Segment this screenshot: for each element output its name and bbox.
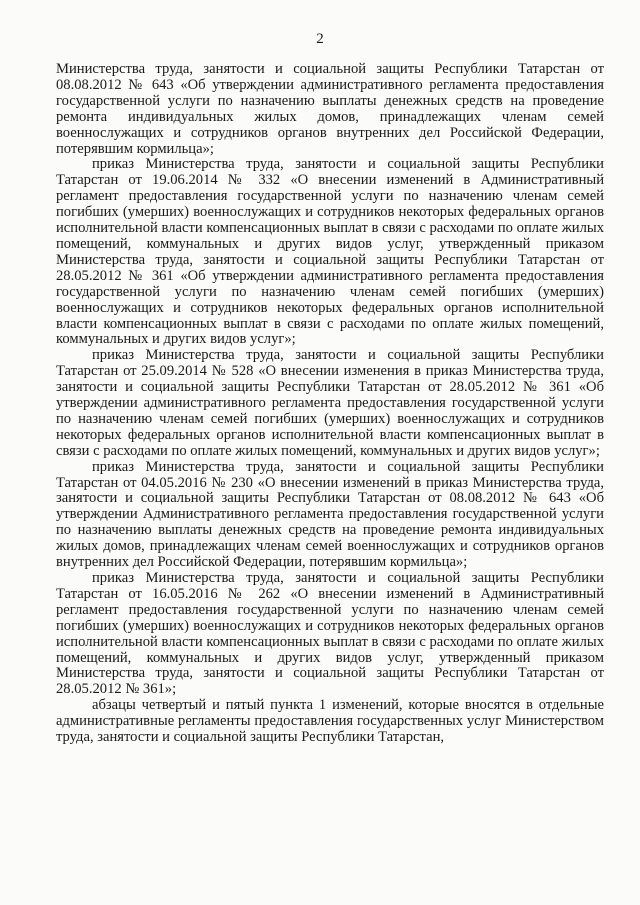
page-number: 2 [316, 31, 324, 47]
paragraph-order-230: приказ Министерства труда, занятости и социальной защиты Республики Татарстан от 04.05.2016 № 230 «О внесении изменений в приказ Министерства труда, занятости и социальной защиты Республики Татарстан от 08.08.2012 № 643 «Об утверждении Административного регламента предоставления государственной услуги по назначению выплаты денежных средств на проведение ремонта индивидуальных жилых домов, принадлежащих членам семей военнослужащих и сотрудников органов внутренних дел Российской Федерации, потерявшим кормильца»; [56, 458, 604, 571]
paragraph-paragraphs-four-five: абзацы четвертый и пятый пункта 1 изменений, которые вносятся в отдельные административные регламенты предоставления государственных услуг Министерством труда, занятости и социальной защиты Республики Татарстан, [56, 697, 604, 746]
paragraph-order-262: приказ Министерства труда, занятости и социальной защиты Республики Татарстан от 16.05.2016 № 262 «О внесении изменений в Административный регламент предоставления государственной услуги по назначению членам семей погибших (умерших) военнослужащих и сотрудников некоторых федеральных органов исполнительной власти компенсационных выплат в связи с расходами по оплате жилых помещений, коммунальных и других видов услуг, утвержденный приказом Министерства труда, занятости и социальной защиты Республики Татарстан от 28.05.2012 № 361»; [56, 570, 604, 698]
paragraph-order-332: приказ Министерства труда, занятости и социальной защиты Республики Татарстан от 19.06.2014 № 332 «О внесении изменений в Административный регламент предоставления государственной услуги по назначению членам семей погибших (умерших) военнослужащих и сотрудников некоторых федеральных органов исполнительной власти компенсационных выплат в связи с расходами по оплате жилых помещений, коммунальных и других видов услуг, утвержденный приказом Министерства труда, занятости и социальной защиты Республики Татарстан от 28.05.2012 № 361 «Об утверждении административного регламента предоставления государственной услуги по назначению членам семей погибших (умерших) военнослужащих и сотрудников некоторых федеральных органов исполнительной власти компенсационных выплат в связи с расходами по оплате жилых помещений, коммунальных и других видов услуг»; [56, 156, 604, 348]
paragraph-continuation-order-643: Министерства труда, занятости и социальной защиты Республики Татарстан от 08.08.2012 № 643 «Об утверждении административного регламента предоставления государственной услуги по назначению выплаты денежных средств на проведение ремонта индивидуальных жилых домов, принадлежащих членам семей военнослужащих и сотрудников органов внутренних дел Российской Федерации, потерявшим кормильца»; [56, 61, 604, 157]
paragraph-order-528: приказ Министерства труда, занятости и социальной защиты Республики Татарстан от 25.09.2014 № 528 «О внесении изменения в приказ Министерства труда, занятости и социальной защиты Республики Татарстан от 28.05.2012 № 361 «Об утверждении административного регламента предоставления государственной услуги по назначению членам семей погибших (умерших) военнослужащих и сотрудников некоторых федеральных органов исполнительной власти компенсационных выплат в связи с расходами по оплате жилых помещений, коммунальных и других видов услуг»; [56, 347, 604, 459]
document-body [56, 62, 604, 746]
